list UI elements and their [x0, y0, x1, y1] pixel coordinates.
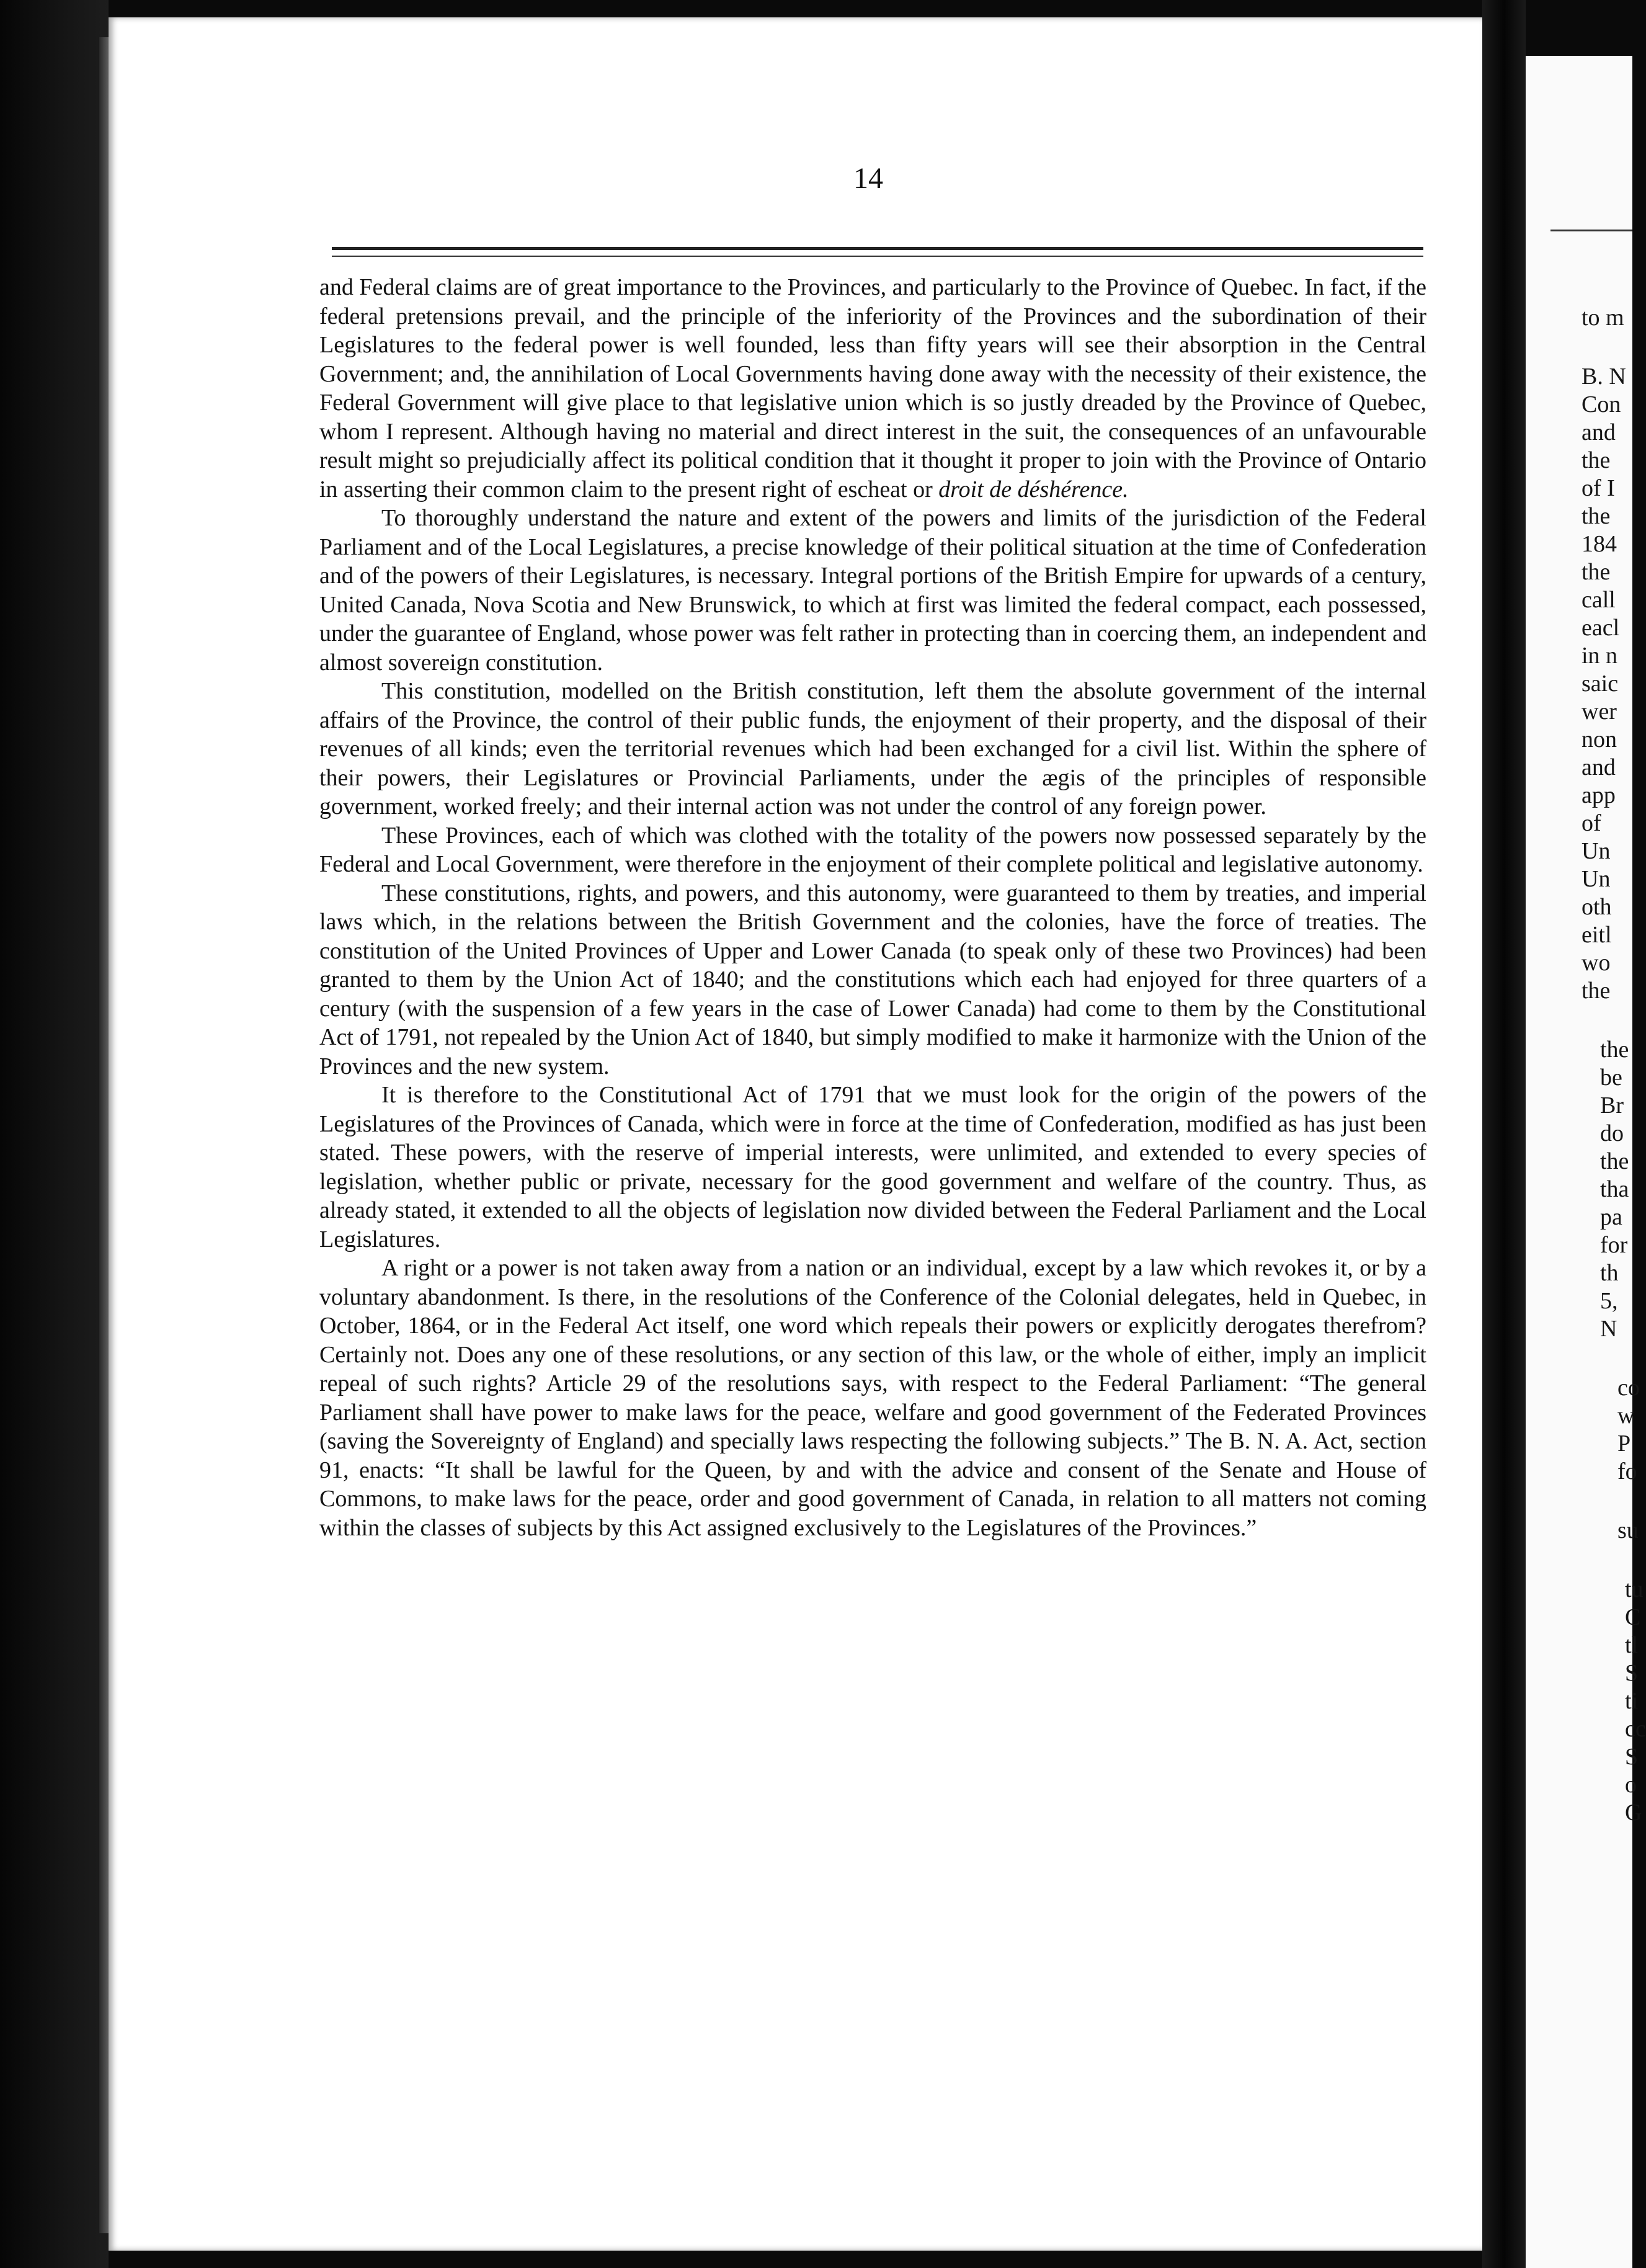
paragraph-3: This constitution, modelled on the British constitution, left them the absolute government of the internal affairs of the Province, the control of their public funds, the enjoyment of their property, and the disposal of their revenues of all kinds; even the territorial revenues which had been exchanged for a civil list. Within the sphere of their powers, their Legislatures or Provincial Parliaments, under the ægis of the principles of responsible government, worked freely; and their internal action was not under the control of any foreign power.: [319, 678, 1426, 819]
paragraph-1: and Federal claims are of great importance to the Provinces, and particularly to the Province of Quebec. In fact, if the federal pretensions prevail, and the principle of the inferiority of the Provinces and the subordination of their Legislatures to the federal power is well founded, less than fifty years will see their absorption in the Central Government; and, the annihilation of Local Governments having done away with the necessity of their existence, the Federal Government will give place to that legislative union which is so justly dreaded by the Province of Quebec, whom I represent. Although having no material and direct interest in the suit, the consequences of an unfavourable result might so prejudicially affect its political condition that it thought it proper to join with the Province of Ontario in asserting their common claim to the present right of escheat or droit de déshérence.: [319, 274, 1426, 502]
facing-line: do: [1600, 1120, 1624, 1146]
facing-line: fo: [1617, 1458, 1637, 1484]
facing-line: and: [1581, 754, 1616, 780]
body-text: [319, 273, 1426, 1542]
page-number: 14: [853, 162, 883, 195]
facing-line: B. N: [1581, 364, 1626, 390]
facing-line: pa: [1600, 1204, 1622, 1230]
facing-line: Br: [1600, 1092, 1624, 1118]
facing-line: su: [1617, 1517, 1639, 1543]
facing-line: for: [1600, 1232, 1628, 1258]
facing-line: S: [1625, 1660, 1639, 1686]
facing-line: and: [1581, 419, 1616, 445]
facing-line: saic: [1581, 671, 1619, 697]
facing-line: tu: [1625, 1576, 1644, 1602]
facing-line: the: [1600, 1037, 1629, 1063]
facing-line: non: [1581, 726, 1617, 752]
facing-line: o: [1625, 1772, 1637, 1798]
facing-line: tl: [1625, 1632, 1639, 1658]
facing-line: S: [1625, 1744, 1639, 1770]
facing-line: the: [1581, 978, 1611, 1004]
paragraph-7: A right or a power is not taken away from a nation or an individual, except by a law which revokes it, or by a voluntary abandonment. Is there, in the resolutions of the Conference of the Colonial delegates, held in Quebec, in October, 1864, or in the Federal Act itself, one word which repeals their powers or explicitly derogates therefrom? Certainly not. Does any one of these resolutions, or any section of this law, or the whole of either, imply an implicit repeal of such rights? Article 29 of the resolutions says, with respect to the Federal Parliament: “The general Parliament shall have power to make laws for the peace, welfare and good government of the Federated Provinces (saving the Sovereignty of England) and specially laws respecting the following subjects.” The B. N. A. Act, section 91, enacts: “It shall be lawful for the Queen, by and with the advice and consent of the Senate and House of Commons, to make laws for the peace, order and good government of Canada, in relation to all matters not coming within the classes of subjects by this Act assigned exclusively to the Legislatures of the Provinces.”: [319, 1255, 1426, 1541]
facing-line: eacl: [1581, 615, 1620, 641]
facing-line: th: [1600, 1260, 1619, 1286]
header-rule-thick: [332, 247, 1423, 250]
facing-line: the: [1600, 1148, 1629, 1174]
facing-line: wo: [1581, 950, 1611, 976]
facing-line: app: [1581, 782, 1616, 808]
facing-line: the: [1581, 447, 1611, 473]
facing-page: [1526, 56, 1646, 2268]
facing-line: eitl: [1581, 922, 1612, 948]
facing-line: Con: [1581, 391, 1621, 417]
facing-line: 184: [1581, 531, 1617, 557]
facing-line: N: [1600, 1316, 1617, 1342]
facing-line: call: [1581, 587, 1616, 613]
facing-line: of I: [1581, 475, 1615, 501]
header-rule-thin: [332, 256, 1423, 257]
facing-line: cc: [1625, 1716, 1646, 1742]
facing-line: be: [1600, 1065, 1622, 1091]
paragraph-6: It is therefore to the Constitutional Act of 1791 that we must look for the origin of the powers of the Legislatures of the Provinces of Canada, which were in force at the time of Confederation, modified as has just been stated. These powers, with the reserve of imperial interests, were unlimited, and extended to every species of legislation, whether public or private, necessary for the good government and welfare of the country. Thus, as already stated, it extended to all the objects of legislation now divided between the Federal Parliament and the Local Legislatures.: [319, 1082, 1426, 1252]
facing-line: the: [1581, 559, 1611, 585]
book-spine-gap: [1482, 0, 1526, 2268]
facing-line: co: [1617, 1375, 1640, 1401]
paragraph-2: To thoroughly understand the nature and extent of the powers and limits of the jurisdiction of the Federal Parliament and of the Local Legislatures, a precise knowledge of their political situation at the time of Confederation and of the powers of their Legislatures, is necessary. Integral portions of the British Empire for upwards of a century, United Canada, Nova Scotia and New Brunswick, to which at first was limited the federal compact, each possessed, under the guarantee of England, whose power was felt rather in protecting than in coercing them, an independent and almost sovereign constitution.: [319, 505, 1426, 676]
scan-left-gutter: [0, 0, 109, 2268]
facing-line: 5,: [1600, 1288, 1618, 1314]
facing-line: tha: [1600, 1176, 1629, 1202]
facing-line: in n: [1581, 643, 1618, 669]
facing-line: to m: [1581, 305, 1624, 331]
facing-line: C: [1625, 1604, 1641, 1630]
facing-line: of: [1581, 810, 1601, 836]
facing-line: Un: [1581, 838, 1611, 864]
facing-header-rule: [1550, 230, 1632, 231]
facing-line: Un: [1581, 866, 1611, 892]
paragraph-4: These Provinces, each of which was clothed with the totality of the powers now possessed separately by the Federal and Local Government, were therefore in the enjoyment of their complete political and legislative autonomy.: [319, 822, 1426, 877]
facing-line: G: [1625, 1800, 1642, 1826]
facing-line: P: [1617, 1431, 1631, 1457]
paragraph-5: These constitutions, rights, and powers, and this autonomy, were guaranteed to them by treaties, and imperial laws which, in the relations between the British Government and the colonies, have the force of treaties. The constitution of the United Provinces of Upper and Lower Canada (to speak only of these two Provinces) had been granted to them by the Union Act of 1840; and the constitutions which each had enjoyed for three quarters of a century (with the suspension of a few years in the case of Lower Canada) had come to them by the Constitutional Act of 1791, not repealed by the Union Act of 1840, but simply modified to make it harmonize with the Union of the Provinces and the new system.: [319, 880, 1426, 1079]
facing-line: w: [1617, 1403, 1635, 1429]
facing-line: ti: [1625, 1688, 1639, 1714]
italic-phrase: droit de déshérence.: [938, 476, 1129, 502]
facing-line: oth: [1581, 894, 1612, 920]
facing-line: the: [1581, 503, 1611, 529]
facing-line: wer: [1581, 699, 1617, 725]
